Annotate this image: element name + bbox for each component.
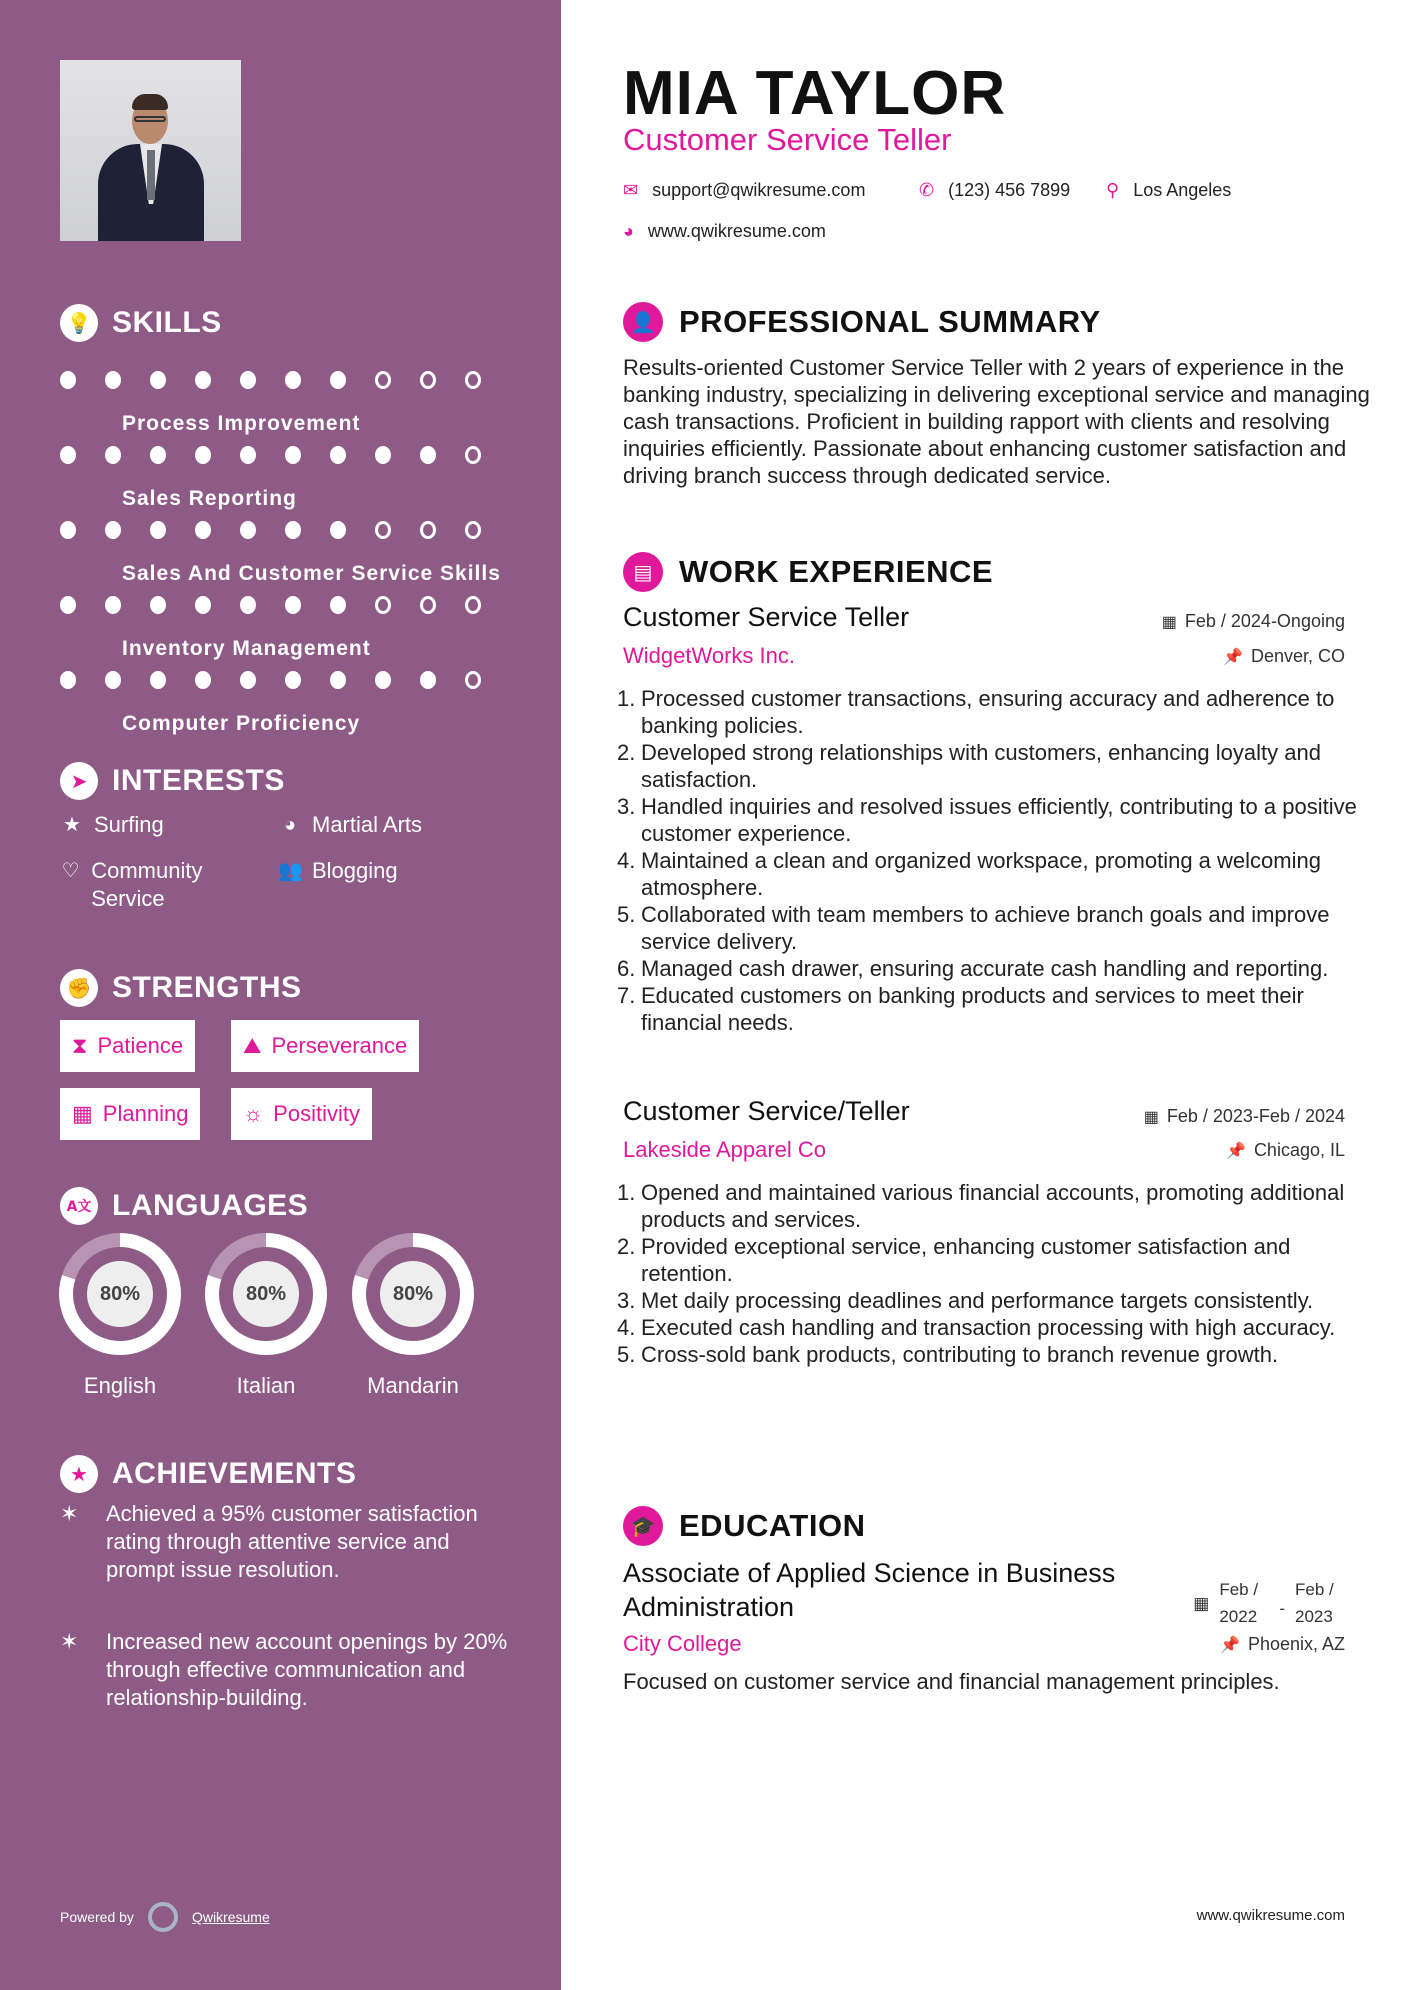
skill-name: Sales Reporting bbox=[122, 487, 297, 510]
users-icon: 👥 bbox=[278, 860, 303, 882]
skills-heading: 💡 SKILLS bbox=[60, 304, 222, 342]
education-location: 📌 Phoenix, AZ bbox=[1220, 1634, 1345, 1654]
rating-dot bbox=[60, 521, 76, 539]
language-item: 80% English bbox=[59, 1233, 181, 1399]
interest-item: ◕ Martial Arts bbox=[278, 811, 422, 839]
rating-dot bbox=[150, 371, 166, 389]
strengths-heading: ✊ STRENGTHS bbox=[60, 969, 302, 1007]
shooting-star-icon: ✶ bbox=[60, 1501, 79, 1526]
globe-icon: ◕ bbox=[283, 814, 297, 836]
bullet-item: 1. Opened and maintained various financial accounts, promoting additional products and services. bbox=[617, 1180, 1345, 1232]
user-icon: 👤 bbox=[623, 302, 663, 342]
rating-dot bbox=[60, 596, 76, 614]
language-item: 80% Italian bbox=[205, 1233, 327, 1399]
bullet-item: 5. Cross-sold bank products, contributing to branch revenue growth. bbox=[617, 1342, 1279, 1367]
education-school: City College bbox=[623, 1631, 742, 1656]
summary-text: Results-oriented Customer Service Teller with 2 years of experience in the banking industry, specializing in delivering exceptional service and managing cash transactions. Proficient in building rapport with clients and resolving inquiries efficiently. Passionate about enhancing customer satisfaction and driving branch success through dedicated service. bbox=[623, 355, 1370, 488]
globe-icon: ◕ bbox=[623, 221, 634, 241]
rating-dot bbox=[105, 521, 121, 539]
rating-dot bbox=[240, 671, 256, 689]
road-icon: ⛰ bbox=[243, 1033, 262, 1058]
interests-heading: ➤ INTERESTS bbox=[60, 762, 285, 800]
envelope-icon: ✉ bbox=[623, 180, 639, 200]
job-company: WidgetWorks Inc. bbox=[623, 643, 795, 668]
interest-item: ♡ Community Service bbox=[61, 858, 203, 911]
rating-dot bbox=[420, 521, 436, 539]
rating-dot bbox=[285, 371, 301, 389]
rating-dot bbox=[465, 596, 481, 614]
job-date: ▦ Feb / 2023-Feb / 2024 bbox=[1143, 1106, 1345, 1126]
rating-dot bbox=[195, 671, 211, 689]
candidate-name: MIA TAYLOR bbox=[623, 59, 1007, 128]
bullet-item: 3. Met daily processing deadlines and performance targets consistently. bbox=[617, 1288, 1314, 1313]
rating-dot bbox=[60, 671, 76, 689]
bullet-item: 4. Executed cash handling and transaction processing with high accuracy. bbox=[617, 1315, 1336, 1340]
rating-dot bbox=[240, 371, 256, 389]
lightbulb-icon: 💡 bbox=[60, 304, 98, 342]
sidebar bbox=[0, 0, 561, 1990]
rating-dot bbox=[150, 446, 166, 464]
rating-dot bbox=[240, 596, 256, 614]
job-date: ▦ Feb / 2024-Ongoing bbox=[1161, 611, 1345, 631]
rating-dot bbox=[465, 521, 481, 539]
strength-badge: ▦ Planning bbox=[60, 1088, 200, 1140]
qwikresume-link[interactable]: Qwikresume bbox=[191, 1909, 270, 1925]
skill-name: Sales And Customer Service Skills bbox=[122, 562, 501, 585]
bullet-item: 3. Handled inquiries and resolved issues efficiently, contributing to a positive customer experience. bbox=[617, 794, 1357, 846]
bullet-item: 4. Maintained a clean and organized workspace, promoting a welcoming atmosphere. bbox=[617, 848, 1321, 900]
rating-dot bbox=[375, 446, 391, 464]
rating-dot bbox=[465, 671, 481, 689]
rating-dot bbox=[375, 521, 391, 539]
rating-dot bbox=[240, 521, 256, 539]
bullet-item: 7. Educated customers on banking products and services to meet their financial needs. bbox=[617, 983, 1304, 1035]
strength-badge: ☼ Positivity bbox=[231, 1088, 372, 1140]
job-title: Customer Service Teller bbox=[623, 602, 910, 632]
sun-icon: ☼ bbox=[243, 1101, 264, 1126]
rating-dot bbox=[375, 671, 391, 689]
graduation-cap-icon: 🎓 bbox=[623, 1506, 663, 1546]
calendar-icon: ▦ bbox=[1143, 1108, 1159, 1126]
summary-heading: 👤 PROFESSIONAL SUMMARY bbox=[623, 302, 1101, 342]
skill-item bbox=[60, 354, 510, 435]
profile-photo bbox=[60, 60, 241, 241]
rating-dot bbox=[195, 371, 211, 389]
rating-dot bbox=[150, 671, 166, 689]
rating-dot bbox=[105, 371, 121, 389]
education-heading: 🎓 EDUCATION bbox=[623, 1506, 865, 1546]
rating-dot bbox=[150, 596, 166, 614]
main-content bbox=[561, 0, 1407, 1990]
education-date: ▦ Feb / 2022 - Feb / 2023 bbox=[1193, 1580, 1334, 1626]
pushpin-icon: 📌 bbox=[1220, 1636, 1240, 1654]
degree-title: Associate of Applied Science in Business Administration bbox=[623, 1558, 1116, 1622]
experience-heading: ▤ WORK EXPERIENCE bbox=[623, 552, 993, 592]
job-company: Lakeside Apparel Co bbox=[623, 1137, 827, 1162]
rating-dot bbox=[285, 671, 301, 689]
interest-item: 👥 Blogging bbox=[278, 858, 398, 883]
hourglass-icon: ⧗ bbox=[72, 1033, 88, 1058]
skill-rating bbox=[60, 596, 510, 614]
rating-dot bbox=[60, 371, 76, 389]
rating-dot bbox=[105, 446, 121, 464]
job-location: 📌 Denver, CO bbox=[1223, 646, 1345, 666]
job-title: Customer Service/Teller bbox=[623, 1096, 910, 1126]
rating-dot bbox=[60, 446, 76, 464]
achievement-item: ✶ Achieved a 95% customer satisfaction rating through attentive service and prompt issue resolution. bbox=[60, 1501, 478, 1582]
strength-badge: ⧗ Patience bbox=[60, 1020, 195, 1072]
candidate-role: Customer Service Teller bbox=[623, 122, 952, 157]
briefcase-icon: ▤ bbox=[623, 552, 663, 592]
hands-icon: ♡ bbox=[61, 860, 80, 882]
achievement-item: ✶ Increased new account openings by 20% through effective communication and relationship-building. bbox=[60, 1629, 508, 1710]
job-bullets bbox=[617, 685, 1383, 1036]
calendar-icon: ▦ bbox=[1161, 613, 1177, 631]
contact-phone[interactable]: ✆ (123) 456 7899 bbox=[919, 180, 1071, 200]
bullet-item: 2. Provided exceptional service, enhancing customer satisfaction and retention. bbox=[617, 1234, 1291, 1286]
bullet-item: 2. Developed strong relationships with customers, enhancing loyalty and satisfaction. bbox=[617, 740, 1321, 792]
skill-rating bbox=[60, 371, 510, 389]
skill-rating bbox=[60, 521, 510, 539]
language-ring: 80% bbox=[352, 1233, 474, 1355]
rating-dot bbox=[105, 596, 121, 614]
skill-item bbox=[60, 654, 510, 735]
rating-dot bbox=[195, 521, 211, 539]
bullet-item: 6. Managed cash drawer, ensuring accurate cash handling and reporting. bbox=[617, 956, 1329, 981]
bullet-item: 5. Collaborated with team members to achieve branch goals and improve service delivery. bbox=[617, 902, 1330, 954]
map-pin-icon: ⚲ bbox=[1106, 180, 1120, 200]
rating-dot bbox=[285, 521, 301, 539]
achievements-heading: ★ ACHIEVEMENTS bbox=[60, 1455, 356, 1493]
star-icon: ★ bbox=[63, 814, 81, 836]
calendar-icon: ▦ bbox=[72, 1101, 93, 1126]
rating-dot bbox=[195, 596, 211, 614]
education-description: Focused on customer service and financial management principles. bbox=[623, 1669, 1280, 1694]
contact-website[interactable]: ◕ www.qwikresume.com bbox=[623, 221, 826, 241]
rating-dot bbox=[150, 521, 166, 539]
rating-dot bbox=[285, 596, 301, 614]
rating-dot bbox=[240, 446, 256, 464]
contact-location: ⚲ Los Angeles bbox=[1106, 180, 1232, 200]
skill-name: Process Improvement bbox=[122, 412, 361, 435]
calendar-icon: ▦ bbox=[1193, 1593, 1210, 1613]
rating-dot bbox=[195, 446, 211, 464]
fist-icon: ✊ bbox=[60, 969, 98, 1007]
rating-dot bbox=[375, 596, 391, 614]
rating-dot bbox=[330, 446, 346, 464]
shooting-star-icon: ✶ bbox=[60, 1629, 79, 1654]
job-location: 📌 Chicago, IL bbox=[1226, 1140, 1345, 1160]
skill-name: Inventory Management bbox=[122, 637, 371, 660]
language-ring: 80% bbox=[205, 1233, 327, 1355]
rating-dot bbox=[465, 446, 481, 464]
translate-icon: A文 bbox=[60, 1187, 98, 1225]
strength-badge: ⛰ Perseverance bbox=[231, 1020, 419, 1072]
rating-dot bbox=[420, 446, 436, 464]
skill-rating bbox=[60, 671, 510, 689]
phone-icon: ✆ bbox=[919, 180, 935, 200]
rating-dot bbox=[330, 521, 346, 539]
rating-dot bbox=[330, 371, 346, 389]
rating-dot bbox=[285, 446, 301, 464]
bullet-item: 1. Processed customer transactions, ensuring accuracy and adherence to banking policies. bbox=[617, 686, 1335, 738]
skill-rating bbox=[60, 446, 510, 464]
medal-icon: ★ bbox=[60, 1455, 98, 1493]
rating-dot bbox=[330, 671, 346, 689]
interest-item: ★ Surfing bbox=[60, 811, 164, 839]
rating-dot bbox=[375, 371, 391, 389]
rating-dot bbox=[465, 371, 481, 389]
languages-heading: A文 LANGUAGES bbox=[60, 1187, 308, 1225]
pushpin-icon: 📌 bbox=[1226, 1142, 1246, 1160]
rating-dot bbox=[105, 671, 121, 689]
rating-dot bbox=[330, 596, 346, 614]
language-ring: 80% bbox=[59, 1233, 181, 1355]
paper-plane-icon: ➤ bbox=[60, 762, 98, 800]
skill-name: Computer Proficiency bbox=[122, 712, 361, 735]
footer-url[interactable]: www.qwikresume.com bbox=[1196, 1907, 1345, 1924]
powered-by: Powered by Qwikresume bbox=[60, 1902, 270, 1932]
skill-item bbox=[60, 429, 510, 510]
contact-email[interactable]: ✉ support@qwikresume.com bbox=[623, 180, 866, 200]
job-bullets bbox=[617, 1179, 1383, 1368]
rating-dot bbox=[420, 671, 436, 689]
qwikresume-logo-icon bbox=[148, 1902, 178, 1932]
skill-item bbox=[60, 579, 510, 660]
language-item: 80% Mandarin bbox=[352, 1233, 474, 1399]
rating-dot bbox=[420, 371, 436, 389]
skill-item bbox=[60, 504, 510, 585]
pushpin-icon: 📌 bbox=[1223, 648, 1243, 666]
rating-dot bbox=[420, 596, 436, 614]
